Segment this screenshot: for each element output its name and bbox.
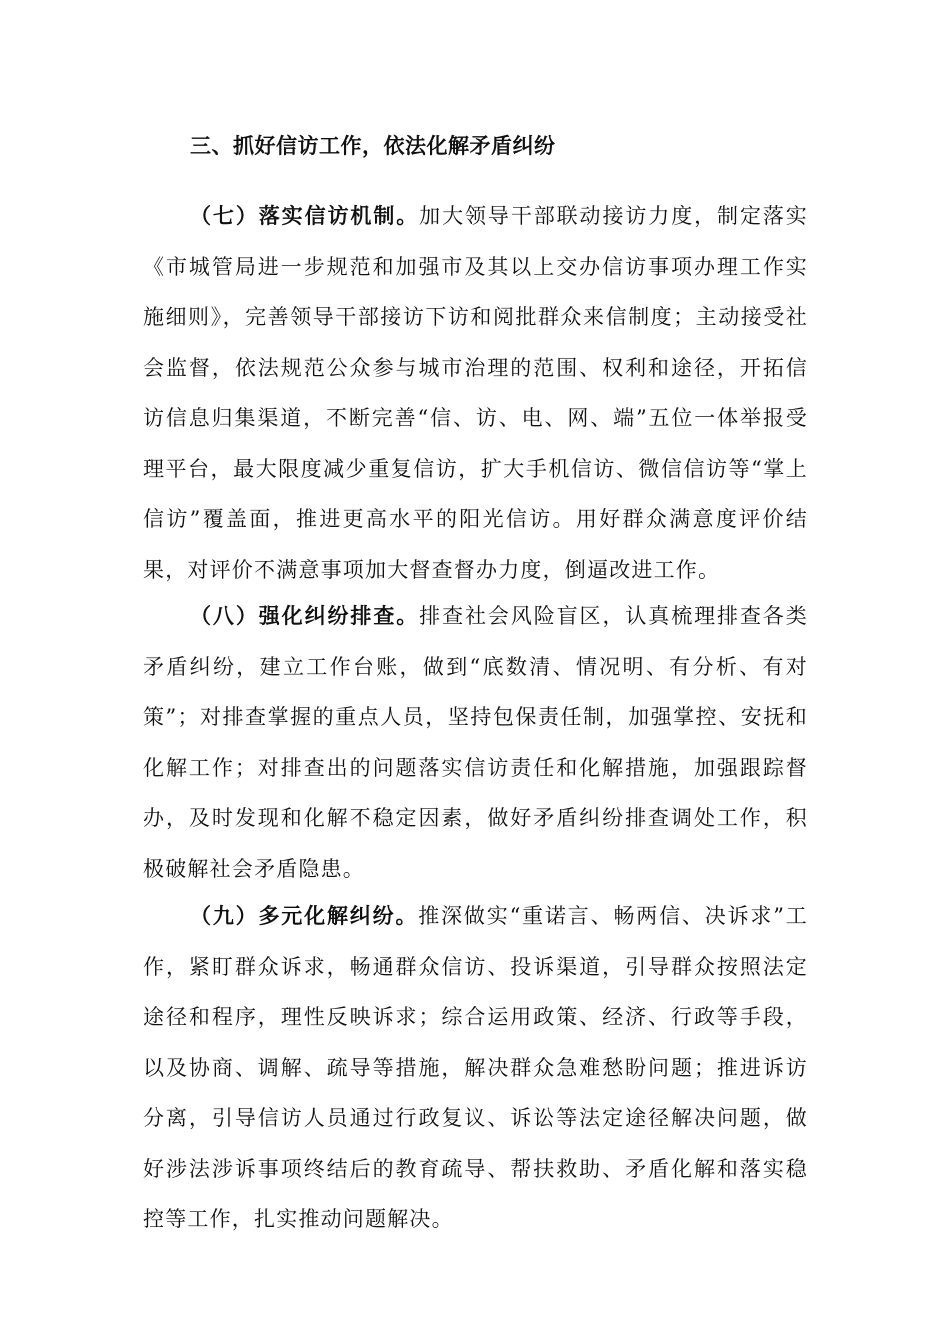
paragraph-body: 推深做实“重诺言、畅两信、决诉求”工作，紧盯群众诉求，畅通群众信访、投诉渠道，引导群众按照法定途径和程序，理性反映诉求；综合运用政策、经济、行政等手段，以及协商、调解、疏导等措施，解决群众急难愁盼问题；推进诉访分离，引导信访人员通过行政复议、诉讼等法定途径解决问题，做好涉法涉诉事项终结后的教育疏导、帮扶救助、矛盾化解和落实稳控等工作，扎实推动问题解决。 — [143, 904, 809, 1231]
paragraph-body: 排查社会风险盲区，认真梳理排查各类矛盾纠纷，建立工作台账，做到“底数清、情况明、有分析、有对策”；对排查掌握的重点人员，坚持包保责任制，加强掌控、安抚和化解工作；对排查出的问题落实信访责任和化解措施，加强跟踪督办，及时发现和化解不稳定因素，做好矛盾纠纷排查调处工作，积极破解社会矛盾隐患。 — [143, 604, 808, 881]
paragraph-body: 加大领导干部联动接访力度，制定落实《市城管局进一步规范和加强市及其以上交办信访事项办理工作实施细则》，完善领导干部接访下访和阅批群众来信制度；主动接受社会监督，依法规范公众参与城市治理的范围、权利和途径，开拓信访信息归集渠道，不断完善“信、访、电、网、端”五位一体举报受理平台，最大限度减少重复信访，扩大手机信访、微信信访等“掌上信访”覆盖面，推进更高水平的阳光信访。用好群众满意度评价结果，对评价不满意事项加大督查督办力度，倒逼改进工作。 — [143, 204, 808, 582]
paragraph-eight — [143, 591, 808, 894]
paragraph-lead: （七）落实信访机制。 — [190, 203, 420, 228]
paragraph-lead: （八）强化纠纷排查。 — [190, 603, 420, 628]
paragraph-seven — [143, 191, 808, 595]
section-heading: 三、抓好信访工作，依法化解矛盾纠纷 — [190, 133, 556, 158]
paragraph-nine — [143, 891, 808, 1245]
paragraph-lead: （九）多元化解纠纷。 — [190, 903, 419, 928]
